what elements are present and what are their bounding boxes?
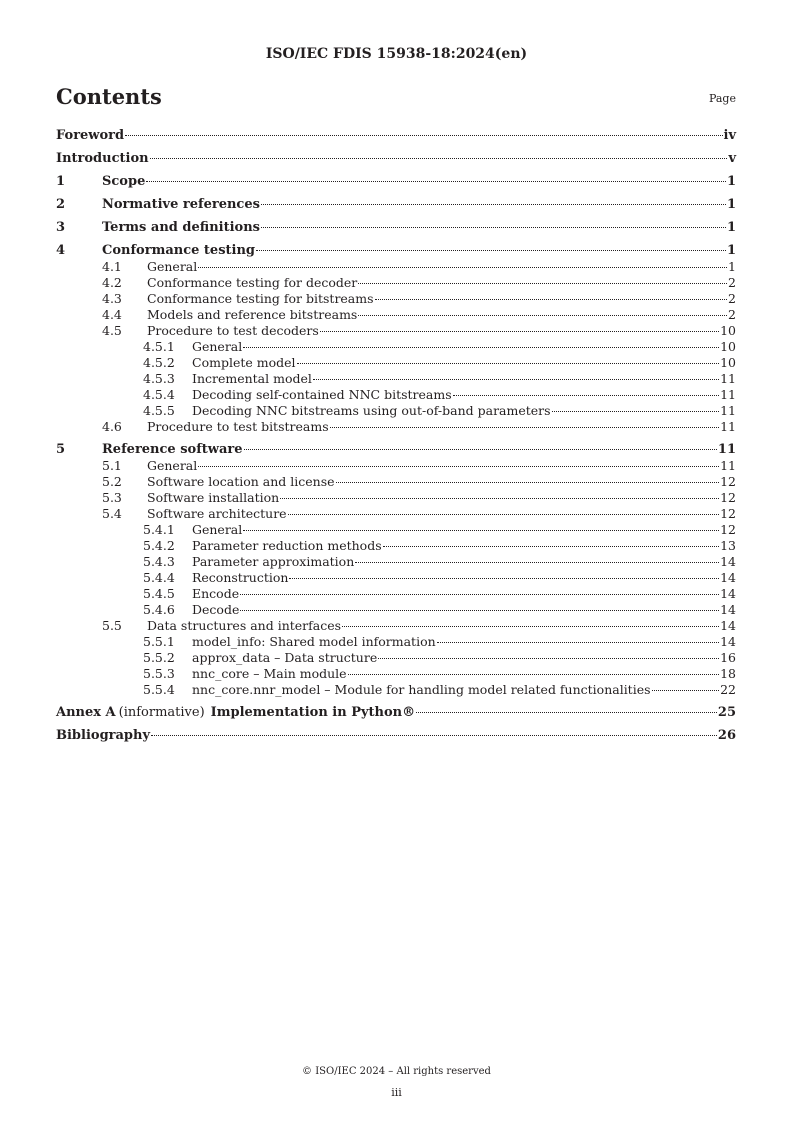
toc-entry-4-3[interactable] xyxy=(56,291,736,307)
toc-page: 10 xyxy=(720,339,736,354)
toc-title: General xyxy=(192,522,243,537)
toc-title: General xyxy=(147,458,198,473)
toc-title: approx_data – Data structure xyxy=(192,650,378,665)
toc-number: 5.5.3 xyxy=(143,666,175,681)
toc-page: 1 xyxy=(726,174,736,189)
leader-dots xyxy=(348,674,720,675)
toc-title: model_info: Shared model information xyxy=(192,634,436,649)
toc-title: Procedure to test bitstreams xyxy=(147,419,329,434)
toc-page: 12 xyxy=(720,490,736,505)
leader-dots xyxy=(437,642,719,643)
toc-number: 1 xyxy=(56,174,66,189)
toc-page: 11 xyxy=(720,458,736,473)
leader-dots xyxy=(280,498,719,499)
leader-dots xyxy=(240,594,719,595)
leader-dots xyxy=(244,449,717,450)
toc-number: 4.3 xyxy=(102,291,122,306)
toc-number: 5.4.3 xyxy=(143,554,175,569)
toc-number: 5.4.1 xyxy=(143,522,175,537)
leader-dots xyxy=(652,690,720,691)
toc-title: Conformance testing xyxy=(102,243,256,258)
toc-page: 14 xyxy=(720,618,736,633)
toc-title: Data structures and interfaces xyxy=(147,618,342,633)
leader-dots xyxy=(151,735,717,736)
toc-entry-normative-references[interactable] xyxy=(56,197,736,213)
toc-page: 11 xyxy=(720,387,736,402)
toc-page: 14 xyxy=(720,602,736,617)
toc-page: 18 xyxy=(720,666,736,681)
annex-label: Annex A xyxy=(56,705,116,720)
toc-page: 12 xyxy=(720,506,736,521)
toc-entry-4-5-2[interactable] xyxy=(56,355,736,371)
toc-number: 5.4.2 xyxy=(143,538,175,553)
toc-page: 22 xyxy=(720,682,736,697)
toc-title: Foreword xyxy=(56,128,125,143)
toc-number: 3 xyxy=(56,220,66,235)
toc-title: General xyxy=(192,339,243,354)
toc-entry-4-5-3[interactable] xyxy=(56,371,736,387)
leader-dots xyxy=(289,578,719,579)
toc-page: iv xyxy=(723,128,736,143)
toc-page: 1 xyxy=(726,243,736,258)
toc-page: 11 xyxy=(720,371,736,386)
leader-dots xyxy=(453,395,719,396)
toc-page: 10 xyxy=(720,323,736,338)
toc-number: 4.5.1 xyxy=(143,339,175,354)
toc-number: 4.5.2 xyxy=(143,355,175,370)
leader-dots xyxy=(358,315,727,316)
toc-title: Bibliography xyxy=(56,728,151,743)
toc-title: Normative references xyxy=(102,197,260,212)
toc-entry-4-5-4[interactable] xyxy=(56,387,736,403)
toc-page: 12 xyxy=(720,522,736,537)
toc-number: 5.5.1 xyxy=(143,634,175,649)
leader-dots xyxy=(125,135,722,136)
leader-dots xyxy=(261,227,726,228)
toc-page: 26 xyxy=(717,728,736,743)
toc-page: 2 xyxy=(728,275,736,290)
toc-number: 5 xyxy=(56,442,66,457)
toc-number: 5.4.4 xyxy=(143,570,175,585)
leader-dots xyxy=(146,181,726,182)
page-column-label: Page xyxy=(708,92,736,105)
leader-dots xyxy=(243,530,719,531)
toc-number: 5.4.5 xyxy=(143,586,175,601)
toc-entry-5-4-3[interactable] xyxy=(56,554,736,570)
toc-title: nnc_core – Main module xyxy=(192,666,347,681)
leader-dots xyxy=(243,347,719,348)
toc-entry-bibliography[interactable] xyxy=(56,728,736,744)
toc-number: 5.5 xyxy=(102,618,122,633)
toc-title: Complete model xyxy=(192,355,296,370)
leader-dots xyxy=(313,379,719,380)
leader-dots xyxy=(355,562,719,563)
toc-page: 14 xyxy=(720,586,736,601)
toc-title: Software location and license xyxy=(147,474,335,489)
toc-page: 11 xyxy=(720,403,736,418)
toc-title: Introduction xyxy=(56,151,149,166)
leader-dots xyxy=(320,331,719,332)
leader-dots xyxy=(416,712,717,713)
leader-dots xyxy=(378,658,719,659)
toc-number: 4.1 xyxy=(102,259,122,274)
toc-number: 5.1 xyxy=(102,458,122,473)
leader-dots xyxy=(552,411,720,412)
toc-title: Software installation xyxy=(147,490,280,505)
toc-number: 5.4 xyxy=(102,506,122,521)
toc-number: 4.5.4 xyxy=(143,387,175,402)
toc-title: Reference software xyxy=(102,442,243,457)
toc-entry-5-4-2[interactable] xyxy=(56,538,736,554)
toc-entry-introduction[interactable] xyxy=(56,151,736,167)
toc-entry-5-5-3[interactable] xyxy=(56,666,736,682)
copyright-footer: © ISO/IEC 2024 – All rights reserved xyxy=(302,1066,491,1077)
toc-entry-5-2[interactable] xyxy=(56,474,736,490)
annex-note: (informative) xyxy=(118,705,205,720)
toc-page: 14 xyxy=(720,554,736,569)
toc-entry-5-5-2[interactable] xyxy=(56,650,736,666)
document-header: ISO/IEC FDIS 15938-18:2024(en) xyxy=(265,46,528,62)
leader-dots xyxy=(198,267,727,268)
leader-dots xyxy=(240,610,719,611)
toc-number: 4.5.3 xyxy=(143,371,175,386)
toc-page: 13 xyxy=(720,538,736,553)
toc-title: Incremental model xyxy=(192,371,312,386)
table-of-contents xyxy=(56,128,736,744)
leader-dots xyxy=(342,626,719,627)
leader-dots xyxy=(375,299,728,300)
toc-number: 5.5.2 xyxy=(143,650,175,665)
toc-page: 16 xyxy=(720,650,736,665)
toc-entry-4-5-5[interactable] xyxy=(56,403,736,419)
toc-title: Decoding NNC bitstreams using out-of-band parameters xyxy=(192,403,551,418)
toc-entry-5-4[interactable] xyxy=(56,506,736,522)
toc-title: General xyxy=(147,259,198,274)
toc-page: 1 xyxy=(726,220,736,235)
toc-title: nnc_core.nnr_model – Module for handling model related functionalities xyxy=(192,682,651,697)
toc-entry-annex-a[interactable] xyxy=(56,705,736,721)
toc-entry-foreword[interactable] xyxy=(56,128,736,144)
toc-entry-5-4-1[interactable] xyxy=(56,522,736,538)
toc-entry-4-2[interactable] xyxy=(56,275,736,291)
toc-number: 5.5.4 xyxy=(143,682,175,697)
toc-entry-reference-software[interactable] xyxy=(56,442,736,458)
toc-page: 14 xyxy=(720,634,736,649)
toc-page: 1 xyxy=(726,197,736,212)
leader-dots xyxy=(150,158,728,159)
leader-dots xyxy=(288,514,720,515)
toc-number: 5.3 xyxy=(102,490,122,505)
toc-entry-terms-definitions[interactable] xyxy=(56,220,736,236)
toc-number: 5.2 xyxy=(102,474,122,489)
toc-title: Scope xyxy=(102,174,146,189)
toc-entry-5-1[interactable] xyxy=(56,458,736,474)
contents-title: Contents xyxy=(56,84,162,109)
toc-page: 12 xyxy=(720,474,736,489)
toc-number: 4 xyxy=(56,243,66,258)
toc-entry-5-4-5[interactable] xyxy=(56,586,736,602)
toc-title: Decoding self-contained NNC bitstreams xyxy=(192,387,452,402)
toc-entry-5-3[interactable] xyxy=(56,490,736,506)
toc-page: v xyxy=(728,151,736,166)
toc-page: 10 xyxy=(720,355,736,370)
toc-title: Procedure to test decoders xyxy=(147,323,319,338)
toc-page: 11 xyxy=(720,419,736,434)
toc-entry-5-5-1[interactable] xyxy=(56,634,736,650)
toc-number: 4.5 xyxy=(102,323,122,338)
toc-title: Parameter approximation xyxy=(192,554,355,569)
toc-entry-scope[interactable] xyxy=(56,174,736,190)
leader-dots xyxy=(336,482,720,483)
toc-title: Conformance testing for bitstreams xyxy=(147,291,374,306)
toc-page: 11 xyxy=(717,442,736,457)
toc-entry-4-6[interactable] xyxy=(56,419,736,435)
toc-page: 14 xyxy=(720,570,736,585)
toc-entry-4-4[interactable] xyxy=(56,307,736,323)
toc-entry-5-5[interactable] xyxy=(56,618,736,634)
toc-page: 1 xyxy=(728,259,736,274)
toc-page: 2 xyxy=(728,307,736,322)
toc-entry-5-4-4[interactable] xyxy=(56,570,736,586)
toc-entry-5-5-4[interactable] xyxy=(56,682,736,698)
toc-number: 4.6 xyxy=(102,419,122,434)
toc-title: Terms and definitions xyxy=(102,220,260,235)
leader-dots xyxy=(358,283,727,284)
toc-number: 4.5.5 xyxy=(143,403,175,418)
toc-entry-5-4-6[interactable] xyxy=(56,602,736,618)
toc-title: Reconstruction xyxy=(192,570,289,585)
leader-dots xyxy=(297,363,720,364)
toc-title: Models and reference bitstreams xyxy=(147,307,358,322)
toc-entry-conformance-testing[interactable] xyxy=(56,243,736,259)
toc-page: 25 xyxy=(717,705,736,720)
leader-dots xyxy=(198,466,719,467)
leader-dots xyxy=(330,427,719,428)
toc-title: Conformance testing for decoder xyxy=(147,275,358,290)
toc-entry-4-1[interactable] xyxy=(56,259,736,275)
toc-number: 4.4 xyxy=(102,307,122,322)
toc-title: Implementation in Python® xyxy=(210,705,416,720)
toc-entry-4-5-1[interactable] xyxy=(56,339,736,355)
toc-title: Encode xyxy=(192,586,240,601)
leader-dots xyxy=(261,204,726,205)
toc-number: 5.4.6 xyxy=(143,602,175,617)
toc-number: 4.2 xyxy=(102,275,122,290)
toc-page: 2 xyxy=(728,291,736,306)
toc-number: 2 xyxy=(56,197,66,212)
page-number: iii xyxy=(391,1086,402,1099)
toc-title: Parameter reduction methods xyxy=(192,538,382,553)
toc-title: Decode xyxy=(192,602,240,617)
leader-dots xyxy=(383,546,719,547)
toc-title: Software architecture xyxy=(147,506,287,521)
toc-entry-4-5[interactable] xyxy=(56,323,736,339)
leader-dots xyxy=(256,250,726,251)
